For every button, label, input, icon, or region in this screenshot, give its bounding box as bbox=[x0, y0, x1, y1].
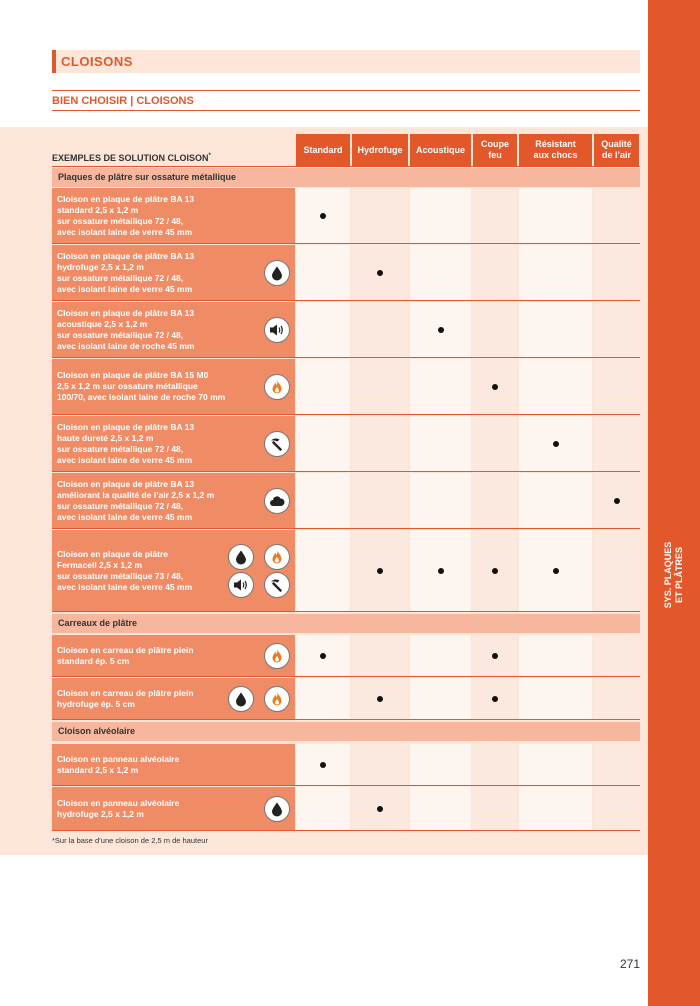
check-dot bbox=[377, 696, 383, 702]
row-rule bbox=[52, 830, 640, 831]
row-rule bbox=[52, 243, 640, 244]
table-cell bbox=[410, 635, 471, 676]
section-label: Cloison alvéolaire bbox=[58, 726, 136, 736]
footnote: *Sur la base d’une cloison de 2,5 m de hauteur bbox=[52, 836, 208, 845]
speaker-icon bbox=[264, 317, 290, 343]
row-label-cell bbox=[52, 245, 295, 300]
table-cell bbox=[296, 678, 350, 719]
row-label-cell bbox=[52, 188, 295, 243]
row-label-cell bbox=[52, 416, 295, 471]
table-cell bbox=[296, 473, 350, 528]
section-label: Plaques de plâtre sur ossature métallique bbox=[58, 172, 237, 182]
check-dot bbox=[438, 327, 444, 333]
table-cell bbox=[352, 635, 408, 676]
table-cell bbox=[594, 530, 639, 611]
side-tab-label bbox=[663, 542, 685, 609]
table-cell bbox=[594, 359, 639, 414]
check-dot bbox=[492, 653, 498, 659]
section-header bbox=[52, 50, 640, 73]
drop-icon bbox=[228, 544, 254, 570]
row-label-cell bbox=[52, 787, 295, 830]
flame-icon bbox=[264, 643, 290, 669]
table-cell bbox=[473, 787, 517, 830]
table-cell bbox=[410, 678, 471, 719]
table-cell bbox=[519, 787, 592, 830]
examples-label-text: EXEMPLES DE SOLUTION CLOISON bbox=[52, 153, 209, 163]
table-cell bbox=[519, 359, 592, 414]
section-header bbox=[52, 168, 640, 187]
flame-icon bbox=[264, 686, 290, 712]
row-label-cell bbox=[52, 678, 295, 719]
flame-icon bbox=[264, 544, 290, 570]
table-cell bbox=[519, 744, 592, 785]
row-description: Cloison en plaque de plâtre Fermacell 2,5 x 1,2 m sur ossature métallique 73 / 48, avec isolant laine de verre 45 mm bbox=[57, 549, 193, 592]
table-cell bbox=[519, 473, 592, 528]
table-cell bbox=[594, 744, 639, 785]
check-dot bbox=[492, 384, 498, 390]
check-dot bbox=[377, 806, 383, 812]
table-cell bbox=[473, 188, 517, 243]
check-dot bbox=[320, 762, 326, 768]
table-cell bbox=[519, 302, 592, 357]
table-cell bbox=[594, 416, 639, 471]
column-header-3: Acoustique bbox=[410, 134, 471, 166]
table-cell bbox=[352, 302, 408, 357]
check-dot bbox=[553, 441, 559, 447]
table-cell bbox=[473, 416, 517, 471]
table-cell bbox=[473, 744, 517, 785]
check-dot bbox=[553, 568, 559, 574]
table-cell bbox=[410, 359, 471, 414]
section-header bbox=[52, 614, 640, 633]
row-rule bbox=[52, 676, 640, 677]
row-label-cell bbox=[52, 744, 295, 785]
table-cell bbox=[410, 245, 471, 300]
cloud-icon bbox=[264, 488, 290, 514]
drop-icon bbox=[264, 260, 290, 286]
row-rule bbox=[52, 471, 640, 472]
table-cell bbox=[352, 744, 408, 785]
check-dot bbox=[492, 568, 498, 574]
side-tab-line-2: ET PLÂTRES bbox=[674, 546, 684, 604]
table-cell bbox=[352, 359, 408, 414]
table-cell bbox=[519, 635, 592, 676]
page-number: 271 bbox=[619, 957, 640, 971]
flame-icon bbox=[264, 374, 290, 400]
row-description: Cloison en plaque de plâtre BA 13 standard 2,5 x 1,2 m sur ossature métallique 72 / 48, avec isolant laine de verre 45 mm bbox=[57, 194, 195, 237]
row-description: Cloison en panneau alvéolaire hydrofuge 2,5 x 1,2 m bbox=[57, 798, 180, 819]
row-rule bbox=[52, 611, 640, 612]
row-rule bbox=[52, 414, 640, 415]
row-description: Cloison en carreau de plâtre plein hydrofuge ép. 5 cm bbox=[57, 688, 194, 709]
row-rule bbox=[52, 528, 640, 529]
examples-label bbox=[52, 153, 211, 163]
table-cell bbox=[594, 635, 639, 676]
row-description: Cloison en plaque de plâtre BA 13 haute dureté 2,5 x 1,2 m sur ossature métallique 72 / 48, avec isolant laine de verre 45 mm bbox=[57, 422, 195, 465]
row-label-cell bbox=[52, 635, 295, 676]
table-cell bbox=[410, 787, 471, 830]
column-header-2: Hydrofuge bbox=[352, 134, 408, 166]
row-rule bbox=[52, 785, 640, 786]
row-label-cell bbox=[52, 530, 295, 611]
table-cell bbox=[473, 473, 517, 528]
row-label-cell bbox=[52, 473, 295, 528]
table-cell bbox=[410, 744, 471, 785]
column-header-4: Coupe feu bbox=[473, 134, 517, 166]
row-description: Cloison en plaque de plâtre BA 13 hydrofuge 2,5 x 1,2 m sur ossature métallique 72 / 48, avec isolant laine de verre 45 mm bbox=[57, 251, 195, 294]
table-cell bbox=[296, 416, 350, 471]
table-cell bbox=[473, 302, 517, 357]
hammer-icon bbox=[264, 431, 290, 457]
check-dot bbox=[320, 213, 326, 219]
row-rule bbox=[52, 357, 640, 358]
table-cell bbox=[594, 245, 639, 300]
table-cell bbox=[519, 245, 592, 300]
section-label: Carreaux de plâtre bbox=[58, 618, 138, 628]
row-description: Cloison en plaque de plâtre BA 13 acoustique 2,5 x 1,2 m sur ossature métallique 72 / 48, avec isolant laine de roche 45 mm bbox=[57, 308, 195, 351]
row-description: Cloison en carreau de plâtre plein standard ép. 5 cm bbox=[57, 645, 194, 666]
table-cell bbox=[352, 473, 408, 528]
side-tab-line-1: SYS. PLAQUES bbox=[663, 541, 673, 609]
column-header-1: Standard bbox=[296, 134, 350, 166]
drop-icon bbox=[228, 686, 254, 712]
table-cell bbox=[296, 359, 350, 414]
table-cell bbox=[352, 416, 408, 471]
table-cell bbox=[473, 245, 517, 300]
row-label-cell bbox=[52, 302, 295, 357]
table-cell bbox=[519, 188, 592, 243]
column-header-5: Résistant aux chocs bbox=[519, 134, 592, 166]
divider bbox=[52, 110, 640, 111]
table-cell bbox=[594, 787, 639, 830]
examples-label-mark: * bbox=[208, 153, 211, 159]
check-dot bbox=[320, 653, 326, 659]
row-label-cell bbox=[52, 359, 295, 414]
check-dot bbox=[438, 568, 444, 574]
table-cell bbox=[594, 678, 639, 719]
row-rule bbox=[52, 719, 640, 720]
check-dot bbox=[377, 568, 383, 574]
row-description: Cloison en plaque de plâtre BA 13 améliorant la qualité de l’air 2,5 x 1,2 m sur ossature métallique 72 / 48, avec isolant laine de verre 45 mm bbox=[57, 479, 215, 522]
row-rule bbox=[52, 300, 640, 301]
row-description: Cloison en plaque de plâtre BA 15 M0 2,5 x 1,2 m sur ossature métallique 100/70, avec isolant laine de roche 70 mm bbox=[57, 370, 226, 402]
check-dot bbox=[377, 270, 383, 276]
table-cell bbox=[296, 787, 350, 830]
check-dot bbox=[492, 696, 498, 702]
table-cell bbox=[594, 302, 639, 357]
speaker-icon bbox=[228, 572, 254, 598]
header-accent bbox=[52, 50, 56, 73]
table-cell bbox=[410, 416, 471, 471]
column-header-6: Qualité de l’air bbox=[594, 134, 639, 166]
hammer-icon bbox=[264, 572, 290, 598]
row-description: Cloison en panneau alvéolaire standard 2,5 x 1,2 m bbox=[57, 754, 180, 775]
table-cell bbox=[296, 530, 350, 611]
side-tab bbox=[648, 0, 700, 1006]
table-cell bbox=[410, 188, 471, 243]
section-header bbox=[52, 722, 640, 741]
table-cell bbox=[410, 473, 471, 528]
check-dot bbox=[614, 498, 620, 504]
page-title: CLOISONS bbox=[61, 54, 133, 69]
table-cell bbox=[352, 188, 408, 243]
table-cell bbox=[594, 188, 639, 243]
drop-icon bbox=[264, 796, 290, 822]
table-top-rule bbox=[52, 166, 640, 167]
table-cell bbox=[519, 678, 592, 719]
table-cell bbox=[296, 245, 350, 300]
divider bbox=[52, 90, 640, 91]
table-cell bbox=[296, 302, 350, 357]
page-subtitle: BIEN CHOISIR | CLOISONS bbox=[52, 95, 194, 107]
